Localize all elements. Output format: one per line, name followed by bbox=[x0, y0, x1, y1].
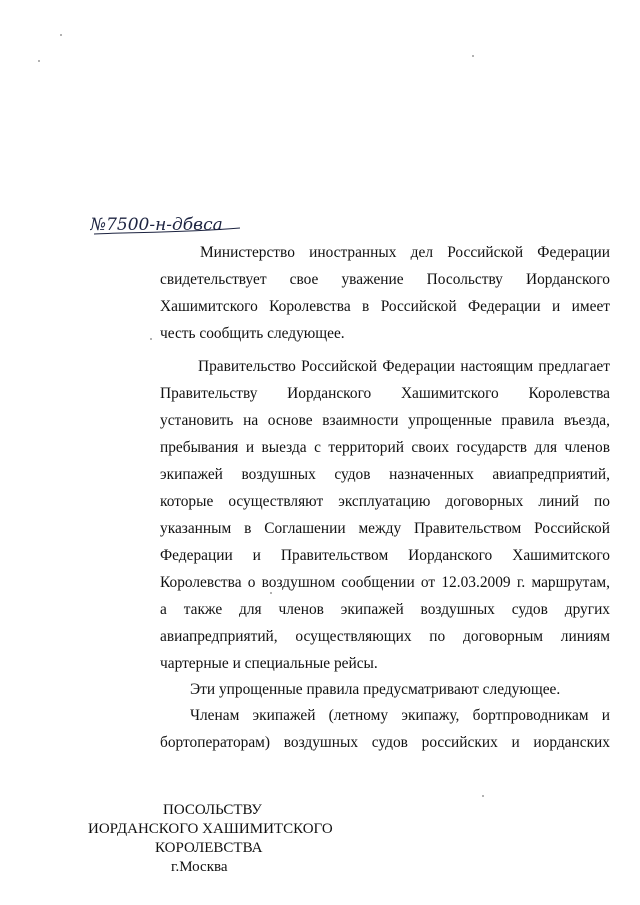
addressee-line-1: ПОСОЛЬСТВУ bbox=[163, 802, 262, 818]
paragraph-2-line-12: чартерные и специальные рейсы. bbox=[160, 655, 378, 672]
paragraph-4-line-1: Членам экипажей (летному экипажу, бортпроводникам и bbox=[190, 707, 610, 724]
reference-number-text: №7500-н-дбвса bbox=[90, 215, 223, 235]
paragraph-2-line-5: экипажей воздушных судов назначенных авиапредприятий, bbox=[160, 466, 610, 483]
paragraph-2-line-9: Королевства о воздушном сообщении от 12.03.2009 г. маршрутам, bbox=[160, 574, 610, 591]
addressee-line-3: КОРОЛЕВСТВА bbox=[155, 840, 263, 856]
scan-speck bbox=[150, 338, 152, 340]
scan-speck bbox=[482, 795, 484, 797]
paragraph-4-line-2: бортоператорам) воздушных судов российских и иорданских bbox=[160, 734, 610, 751]
scan-speck bbox=[270, 592, 272, 594]
paragraph-2-line-6: которые осуществляют эксплуатацию договорных линий по bbox=[160, 493, 610, 510]
reference-number-handwritten bbox=[90, 208, 250, 242]
paragraph-2-line-4: пребывания и выезда с территорий своих государств для членов bbox=[160, 439, 610, 456]
paragraph-1-line-2: свидетельствует свое уважение Посольству Иорданского bbox=[160, 271, 610, 288]
paragraph-1-line-4: честь сообщить следующее. bbox=[160, 325, 345, 342]
paragraph-2-line-11: авиапредприятий, осуществляющих по договорным линиям bbox=[160, 628, 610, 645]
paragraph-2-line-10: а также для членов экипажей воздушных судов других bbox=[160, 601, 610, 618]
scan-speck bbox=[38, 60, 40, 62]
paragraph-2-line-1: Правительство Российской Федерации настоящим предлагает bbox=[198, 358, 610, 375]
paragraph-2-line-7: указанным в Соглашении между Правительством Российской bbox=[160, 520, 610, 537]
paragraph-1-line-1: Министерство иностранных дел Российской Федерации bbox=[200, 244, 610, 261]
addressee-line-2: ИОРДАНСКОГО ХАШИМИТСКОГО bbox=[88, 821, 333, 837]
paragraph-3-line-1: Эти упрощенные правила предусматривают следующее. bbox=[190, 681, 561, 698]
paragraph-1-line-3: Хашимитского Королевства в Российской Федерации и имеет bbox=[160, 298, 610, 315]
paragraph-2-line-3: установить на основе взаимности упрощенные правила въезда, bbox=[160, 412, 610, 429]
paragraph-2-line-8: Федерации и Правительством Иорданского Хашимитского bbox=[160, 547, 610, 564]
paragraph-2-line-2: Правительству Иорданского Хашимитского Королевства bbox=[160, 385, 610, 402]
scan-speck bbox=[472, 55, 474, 57]
addressee-line-4: г.Москва bbox=[171, 859, 228, 875]
scan-speck bbox=[60, 34, 62, 36]
